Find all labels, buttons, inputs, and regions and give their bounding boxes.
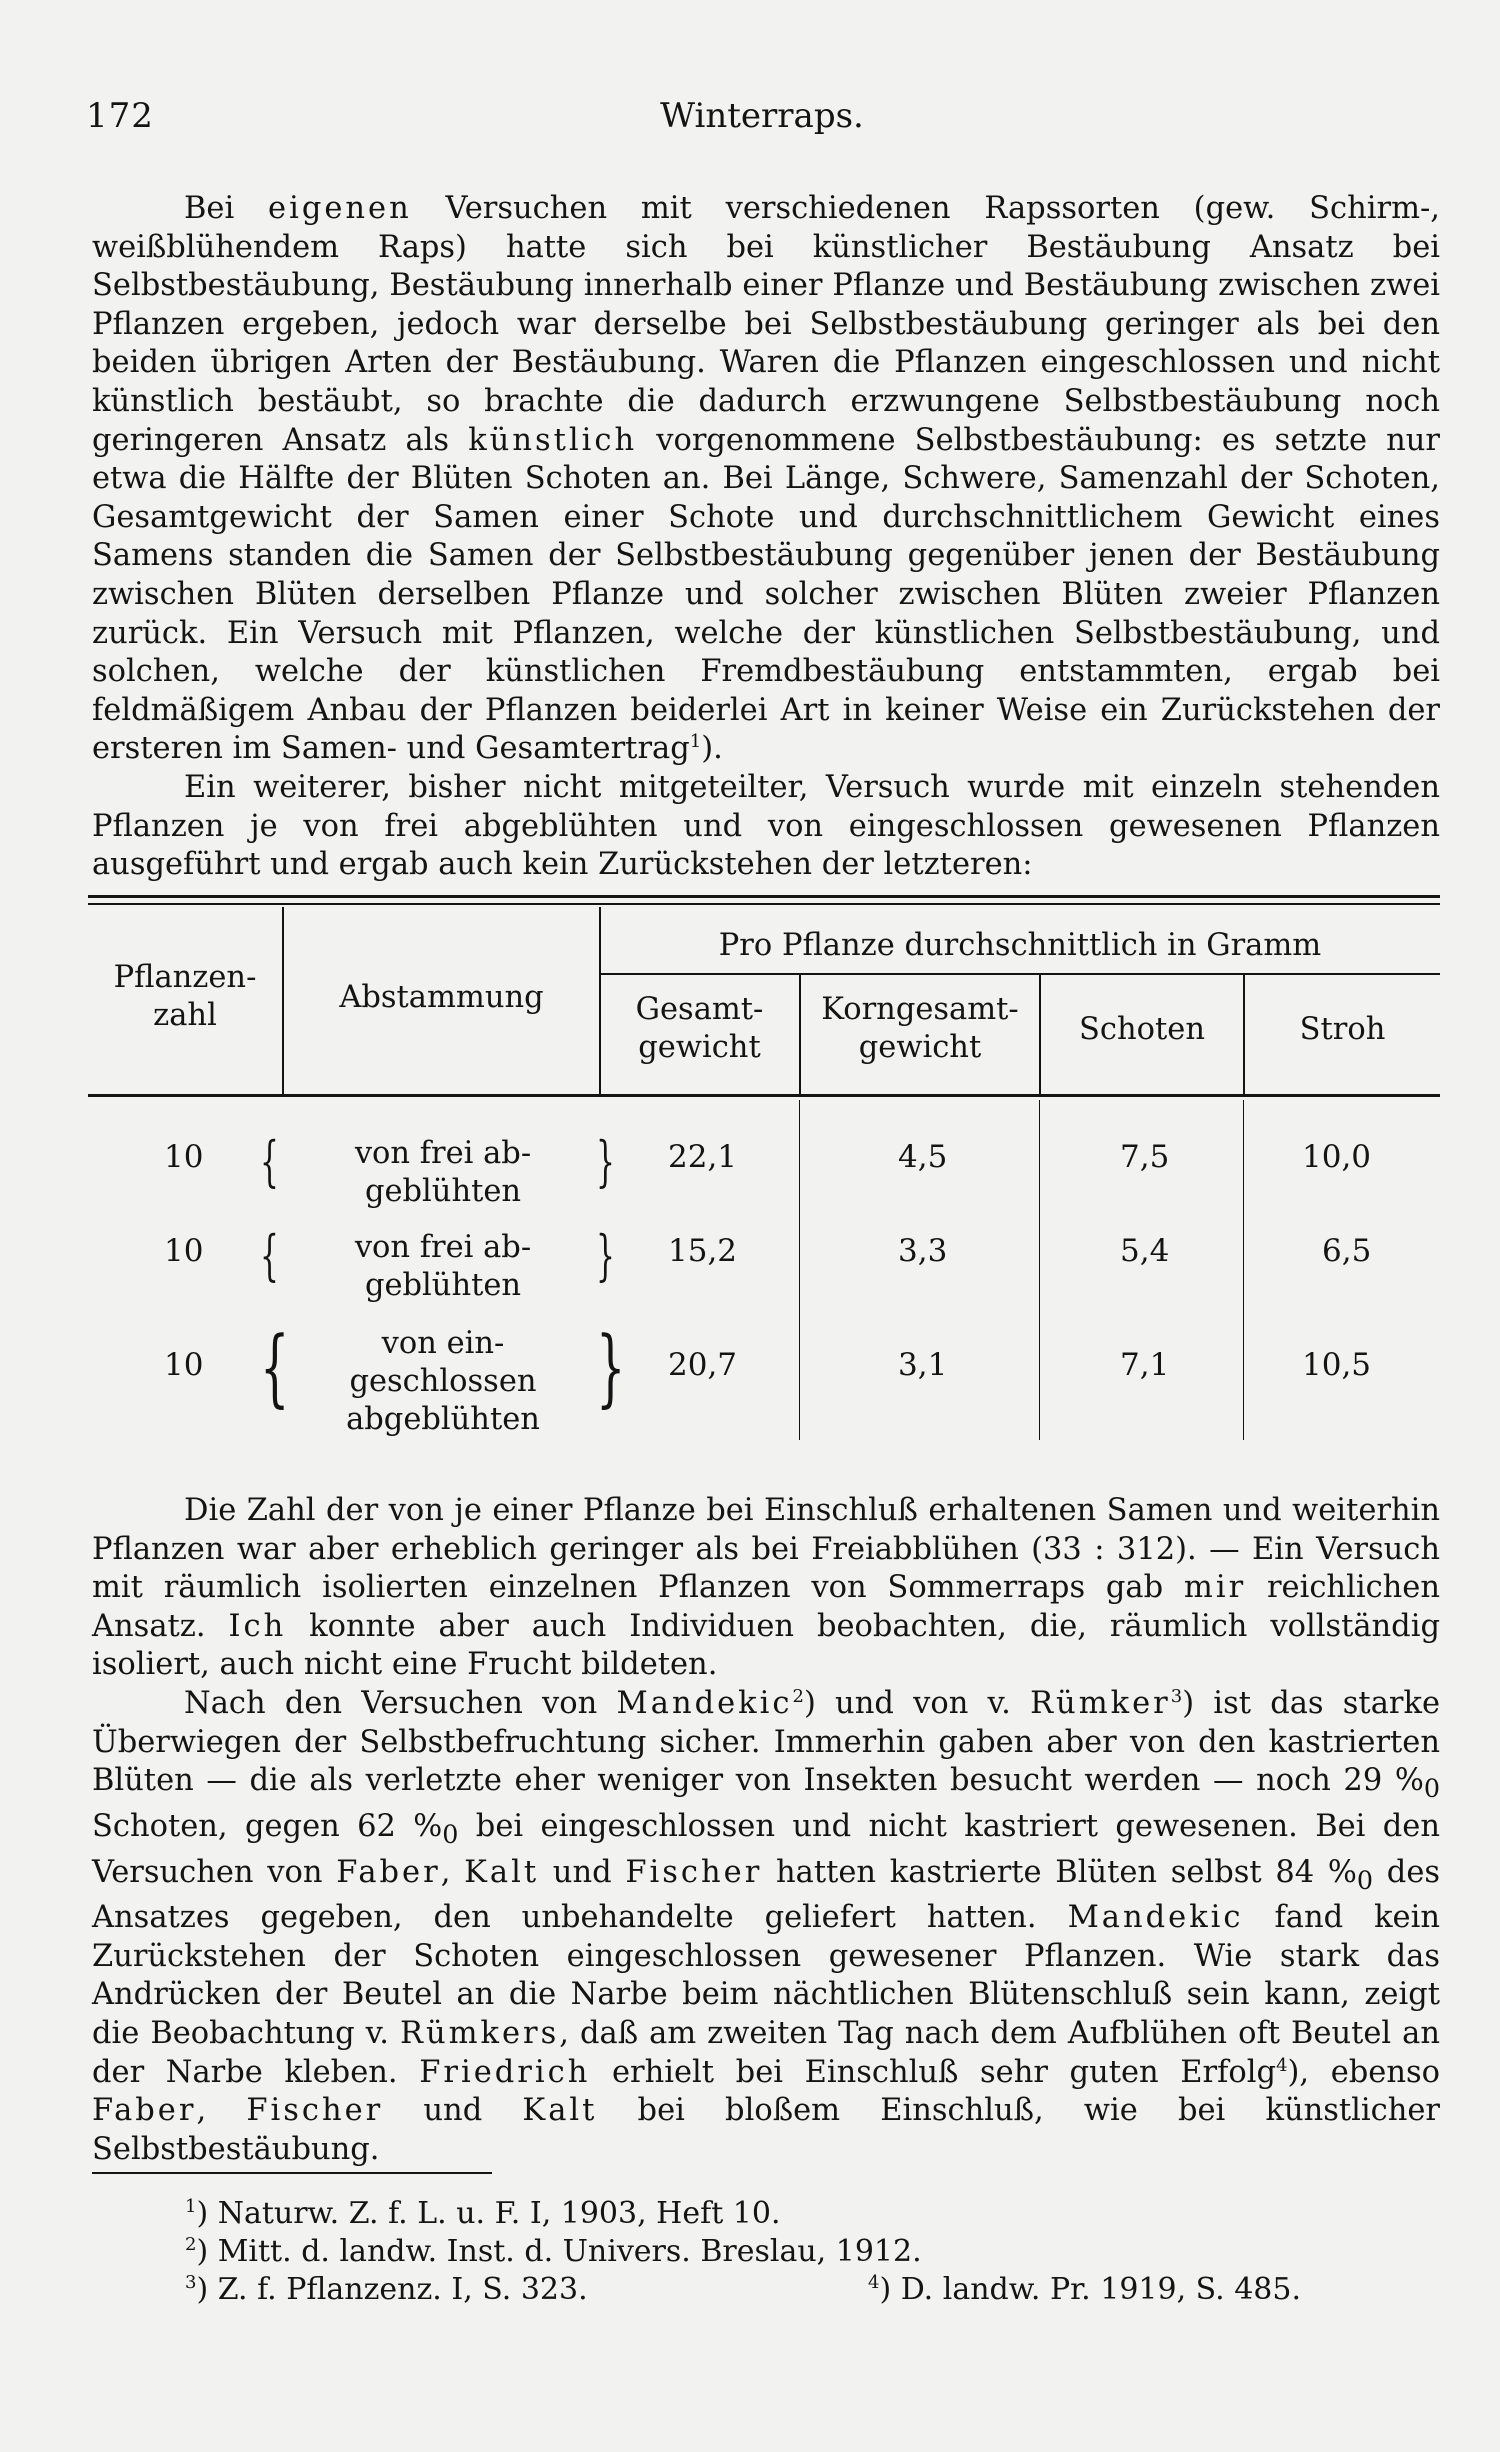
author-name: Rümkers <box>399 2016 560 2051</box>
header-pflanzenzahl <box>88 959 282 1035</box>
row1-schoten: 7,5 <box>1120 1139 1170 1175</box>
author-name: Faber <box>336 1854 441 1890</box>
brace-left: { <box>260 1224 279 1287</box>
author-name: Fischer <box>625 1854 763 1890</box>
brace-right: } <box>596 1224 615 1287</box>
author-name: Rümker <box>1030 1685 1171 1721</box>
row2-korn: 3,3 <box>898 1233 948 1269</box>
col-divider <box>1039 1100 1040 1440</box>
paragraph-3 <box>92 1492 1440 1685</box>
table-header-rule <box>88 1094 1440 1097</box>
para3-text-b: reichlichen Ansatz. <box>92 1570 1440 1644</box>
col-divider <box>1243 1100 1244 1440</box>
para4-text: ), ebenso <box>1287 2054 1441 2090</box>
author-name: Kalt <box>464 1854 540 1890</box>
header-stroh: Stroh <box>1299 1012 1386 1047</box>
para3-emphasis-2: Ich <box>228 1608 287 1644</box>
data-table <box>88 895 1440 1445</box>
footnote-mark: 3 <box>185 2272 197 2293</box>
para4-text: ) ist das starke Überwiegen der Selbstbefruchtung sicher. Immerhin gaben aber von den kastrierten Blüten — die als verletzte eher weniger von Insekten besucht werden — noch 29 % <box>92 1685 1440 1799</box>
body-text-top <box>92 190 1440 885</box>
author-name: Faber <box>92 2093 197 2129</box>
row1-zahl: 10 <box>164 1139 204 1175</box>
footnote-rule <box>92 2172 492 2174</box>
footnote-1 <box>185 2196 781 2231</box>
author-name: Fischer <box>246 2093 384 2129</box>
header-gesamtgewicht <box>600 991 799 1067</box>
row3-korn: 3,1 <box>898 1347 948 1383</box>
author-name: Mandekic <box>1067 1900 1244 1936</box>
row3-zahl: 10 <box>164 1347 204 1383</box>
col-divider <box>799 1100 800 1440</box>
page-number: 172 <box>86 96 154 136</box>
percent-sub: 0 <box>1356 1864 1374 1895</box>
header-line: gewicht <box>638 1030 761 1065</box>
para4-text: und <box>539 1854 626 1890</box>
row1-korn: 4,5 <box>898 1139 948 1175</box>
para1-body: Versuchen mit verschiedenen Rapssorten (gew. Schirm-, weißblühendem Raps) hatte sich bei künstlicher Bestäubung Ansatz bei Selbstbestäubung, Bestäubung innerhalb einer Pflanze und Bestäubung zwischen zwei Pflanzen ergeben, jedoch war derselbe bei Selbstbestäubung geringer als bei den beiden übrigen Arten der Bestäubung. Waren die Pflanzen eingeschlossen und nicht künstlich bestäubt, so brachte die dadurch erzwungene Selbstbestäubung noch geringeren Ansatz als <box>92 191 1440 458</box>
row3-schoten: 7,1 <box>1120 1347 1170 1383</box>
footnote-text: ) Mitt. d. landw. Inst. d. Univers. Breslau, 1912. <box>196 2234 922 2269</box>
para1-body-2: vorgenommene Selbstbestäubung: es setzte nur etwa die Hälfte der Blüten Schoten an. Bei Länge, Schwere, Samenzahl der Schoten, Gesamtgewicht der Samen einer Schote und durchschnittlichem Gewicht eines Samens standen die Samen der Selbstbestäubung gegenüber jenen der Bestäubung zwischen Blüten derselben Pflanze und solcher zwischen Blüten zweier Pflanzen zurück. Ein Versuch mit Pflanzen, welche der künstlichen Selbstbestäubung, und solchen, welche der künstlichen Fremdbestäubung entstammten, ergab bei feldmäßigem Anbau der Pflanzen beiderlei Art in keiner Weise ein Zurückstehen der ersteren im Samen- und Gesamtertrag <box>92 422 1440 767</box>
percent-sub: 0 <box>442 1818 459 1849</box>
row3-stroh: 10,5 <box>1302 1347 1372 1383</box>
percent-sub: 0 <box>1423 1773 1440 1804</box>
para4-text: bei eingeschlossen und nicht kastriert gewesenen. Bei den Versuchen von <box>92 1808 1441 1890</box>
row1-gesamt: 22,1 <box>668 1139 738 1175</box>
row1-abstammung <box>308 1135 578 1211</box>
para4-text: , daß am zweiten Tag nach dem Aufblühen oft Beutel an der Narbe kleben. <box>92 2016 1440 2090</box>
cell-line: von ein- <box>381 1326 505 1361</box>
para4-text: bei bloßem Einschluß, wie bei künstlicher Selbstbestäubung. <box>92 2093 1441 2167</box>
header-line: zahl <box>153 998 217 1033</box>
para4-text: des Ansatzes gegeben, den unbehandelte geliefert hatten. <box>92 1854 1441 1936</box>
author-name: Friedrich <box>419 2054 591 2090</box>
header-korngesamtgewicht <box>801 991 1039 1067</box>
page-header <box>86 96 1438 144</box>
row3-abstammung <box>308 1325 578 1439</box>
footnote-ref: 3 <box>1170 1685 1183 1707</box>
para4-text: , <box>196 2093 247 2129</box>
brace-left: { <box>260 1130 279 1193</box>
header-line: gewicht <box>858 1030 982 1065</box>
brace-right: } <box>596 1130 615 1193</box>
para4-text: ) und von v. <box>803 1685 1031 1721</box>
cell-line: geblühten <box>364 1174 522 1209</box>
header-line: Gesamt- <box>635 992 764 1027</box>
group-header-rule <box>600 973 1440 975</box>
paragraph-2: Ein weiterer, bisher nicht mitgeteilter, Versuch wurde mit einzeln stehenden Pflanzen je von frei abgeblühten und von eingeschlossen gewesenen Pflanzen ausgeführt und ergab auch kein Zurückstehen der letzteren: <box>92 769 1440 883</box>
para4-text: hatten kastrierte Blüten selbst 84 % <box>762 1854 1357 1890</box>
footnote-ref: 2 <box>792 1685 804 1707</box>
cell-line: von frei ab- <box>354 1230 532 1265</box>
header-line: Pflanzen- <box>113 960 257 995</box>
footnote-2 <box>185 2234 922 2269</box>
author-name: Mandekic <box>616 1685 793 1721</box>
footnote-ref: 4 <box>1276 2054 1288 2076</box>
row2-schoten: 5,4 <box>1120 1233 1170 1269</box>
footnote-text: ) D. landw. Pr. 1919, S. 485. <box>879 2272 1302 2307</box>
cell-line: geblühten <box>364 1268 522 1303</box>
para4-text: fand kein Zurückstehen der Schoten eingeschlossen gewesener Pflanzen. Wie stark das Andrücken der Beutel an die Narbe beim nächtlichen Blütenschluß sein kann, zeigt die Beobachtung v. <box>92 1900 1440 2051</box>
cell-line: abgeblühten <box>346 1402 540 1437</box>
footnote-mark: 2 <box>185 2234 197 2255</box>
para1-lead: Bei <box>184 191 269 226</box>
para3-text: Die Zahl der von je einer Pflanze bei Einschluß erhaltenen Samen und weiterhin Pflanzen war aber erheblich geringer als bei Freiabblühen (33 : 312). — Ein Versuch mit räumlich isolierten einzelnen Pflanzen von Sommerraps gab <box>92 1493 1440 1606</box>
para4-text: Nach den Versuchen von <box>184 1685 617 1721</box>
row3-gesamt: 20,7 <box>668 1347 738 1383</box>
para4-text: Schoten, gegen 62 % <box>92 1808 443 1844</box>
footnote-3 <box>185 2272 588 2307</box>
running-title: Winterraps. <box>660 96 864 136</box>
para1-end: ). <box>701 731 723 767</box>
para4-text: und <box>383 2093 523 2129</box>
footnote-ref: 1 <box>689 731 702 753</box>
row2-zahl: 10 <box>164 1233 204 1269</box>
paragraph-4 <box>92 1685 1440 2169</box>
row2-abstammung <box>308 1229 578 1305</box>
para4-text: , <box>440 1854 465 1890</box>
para1-emphasis-2: künstlich <box>468 422 638 458</box>
table-top-rule-2 <box>88 903 1440 905</box>
footnote-mark: 1 <box>185 2196 197 2217</box>
header-group: Pro Pflanze durchschnittlich in Gramm <box>718 928 1322 963</box>
para4-text: erhielt bei Einschluß sehr guten Erfolg <box>590 2054 1277 2090</box>
table-top-rule <box>88 895 1440 898</box>
cell-line: von frei ab- <box>354 1136 532 1171</box>
header-schoten: Schoten <box>1079 1012 1205 1047</box>
row1-stroh: 10,0 <box>1302 1139 1372 1175</box>
footnote-4 <box>868 2272 1301 2307</box>
author-name: Kalt <box>522 2093 598 2129</box>
para3-text-c: konnte aber auch Individuen beobachten, die, räumlich vollständig isoliert, auch nicht eine Frucht bildeten. <box>92 1608 1440 1683</box>
cell-line: geschlossen <box>349 1364 537 1399</box>
body-text-bottom <box>92 1492 1440 2169</box>
footnote-text: ) Naturw. Z. f. L. u. F. I, 1903, Heft 10. <box>196 2196 781 2231</box>
footnote-text: ) Z. f. Pflanzenz. I, S. 323. <box>196 2272 588 2307</box>
footnote-mark: 4 <box>868 2272 880 2293</box>
paragraph-1 <box>92 190 1440 769</box>
row2-stroh: 6,5 <box>1322 1233 1372 1269</box>
brace-left: { <box>260 1318 290 1416</box>
para3-emphasis: mir <box>1183 1570 1247 1606</box>
brace-right: } <box>596 1318 626 1416</box>
para1-emphasis: eigenen <box>268 191 412 226</box>
header-line: Korngesamt- <box>821 992 1019 1027</box>
row2-gesamt: 15,2 <box>668 1233 738 1269</box>
header-abstammung: Abstammung <box>339 980 544 1015</box>
